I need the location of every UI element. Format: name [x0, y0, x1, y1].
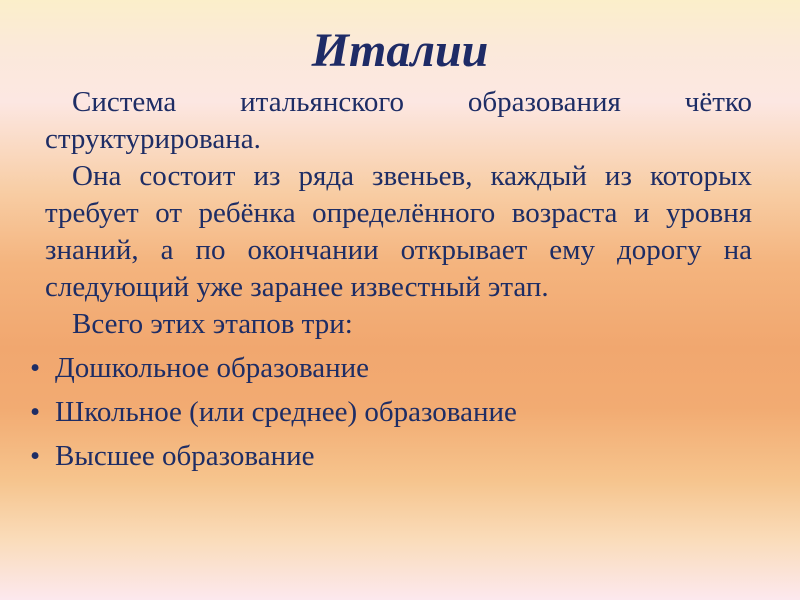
bullet-item-preschool: Дошкольное образование [55, 352, 370, 384]
bullet-icon: • [30, 352, 41, 384]
bullet-item-school: Школьное (или среднее) образование [55, 396, 517, 428]
paragraph-system-structured: Система итальянского образования чётко структурирована. [45, 86, 752, 155]
slide-title: Италии [311, 24, 489, 77]
bullet-icon: • [30, 440, 41, 472]
bullet-list [30, 350, 752, 475]
paragraph-stages-description: Она состоит из ряда звеньев, каждый из которых требует от ребёнка определённого возраста и уровня знаний, а по окончании открывает ему дорогу на следующий уже заранее известный этап. [45, 160, 752, 303]
list-item [30, 350, 752, 387]
slide-body [0, 78, 800, 475]
bullet-item-higher: Высшее образование [55, 440, 315, 472]
bullet-icon: • [30, 396, 41, 428]
list-item [30, 394, 752, 431]
list-item [30, 438, 752, 475]
paragraph-three-stages-intro: Всего этих этапов три: [72, 308, 353, 340]
